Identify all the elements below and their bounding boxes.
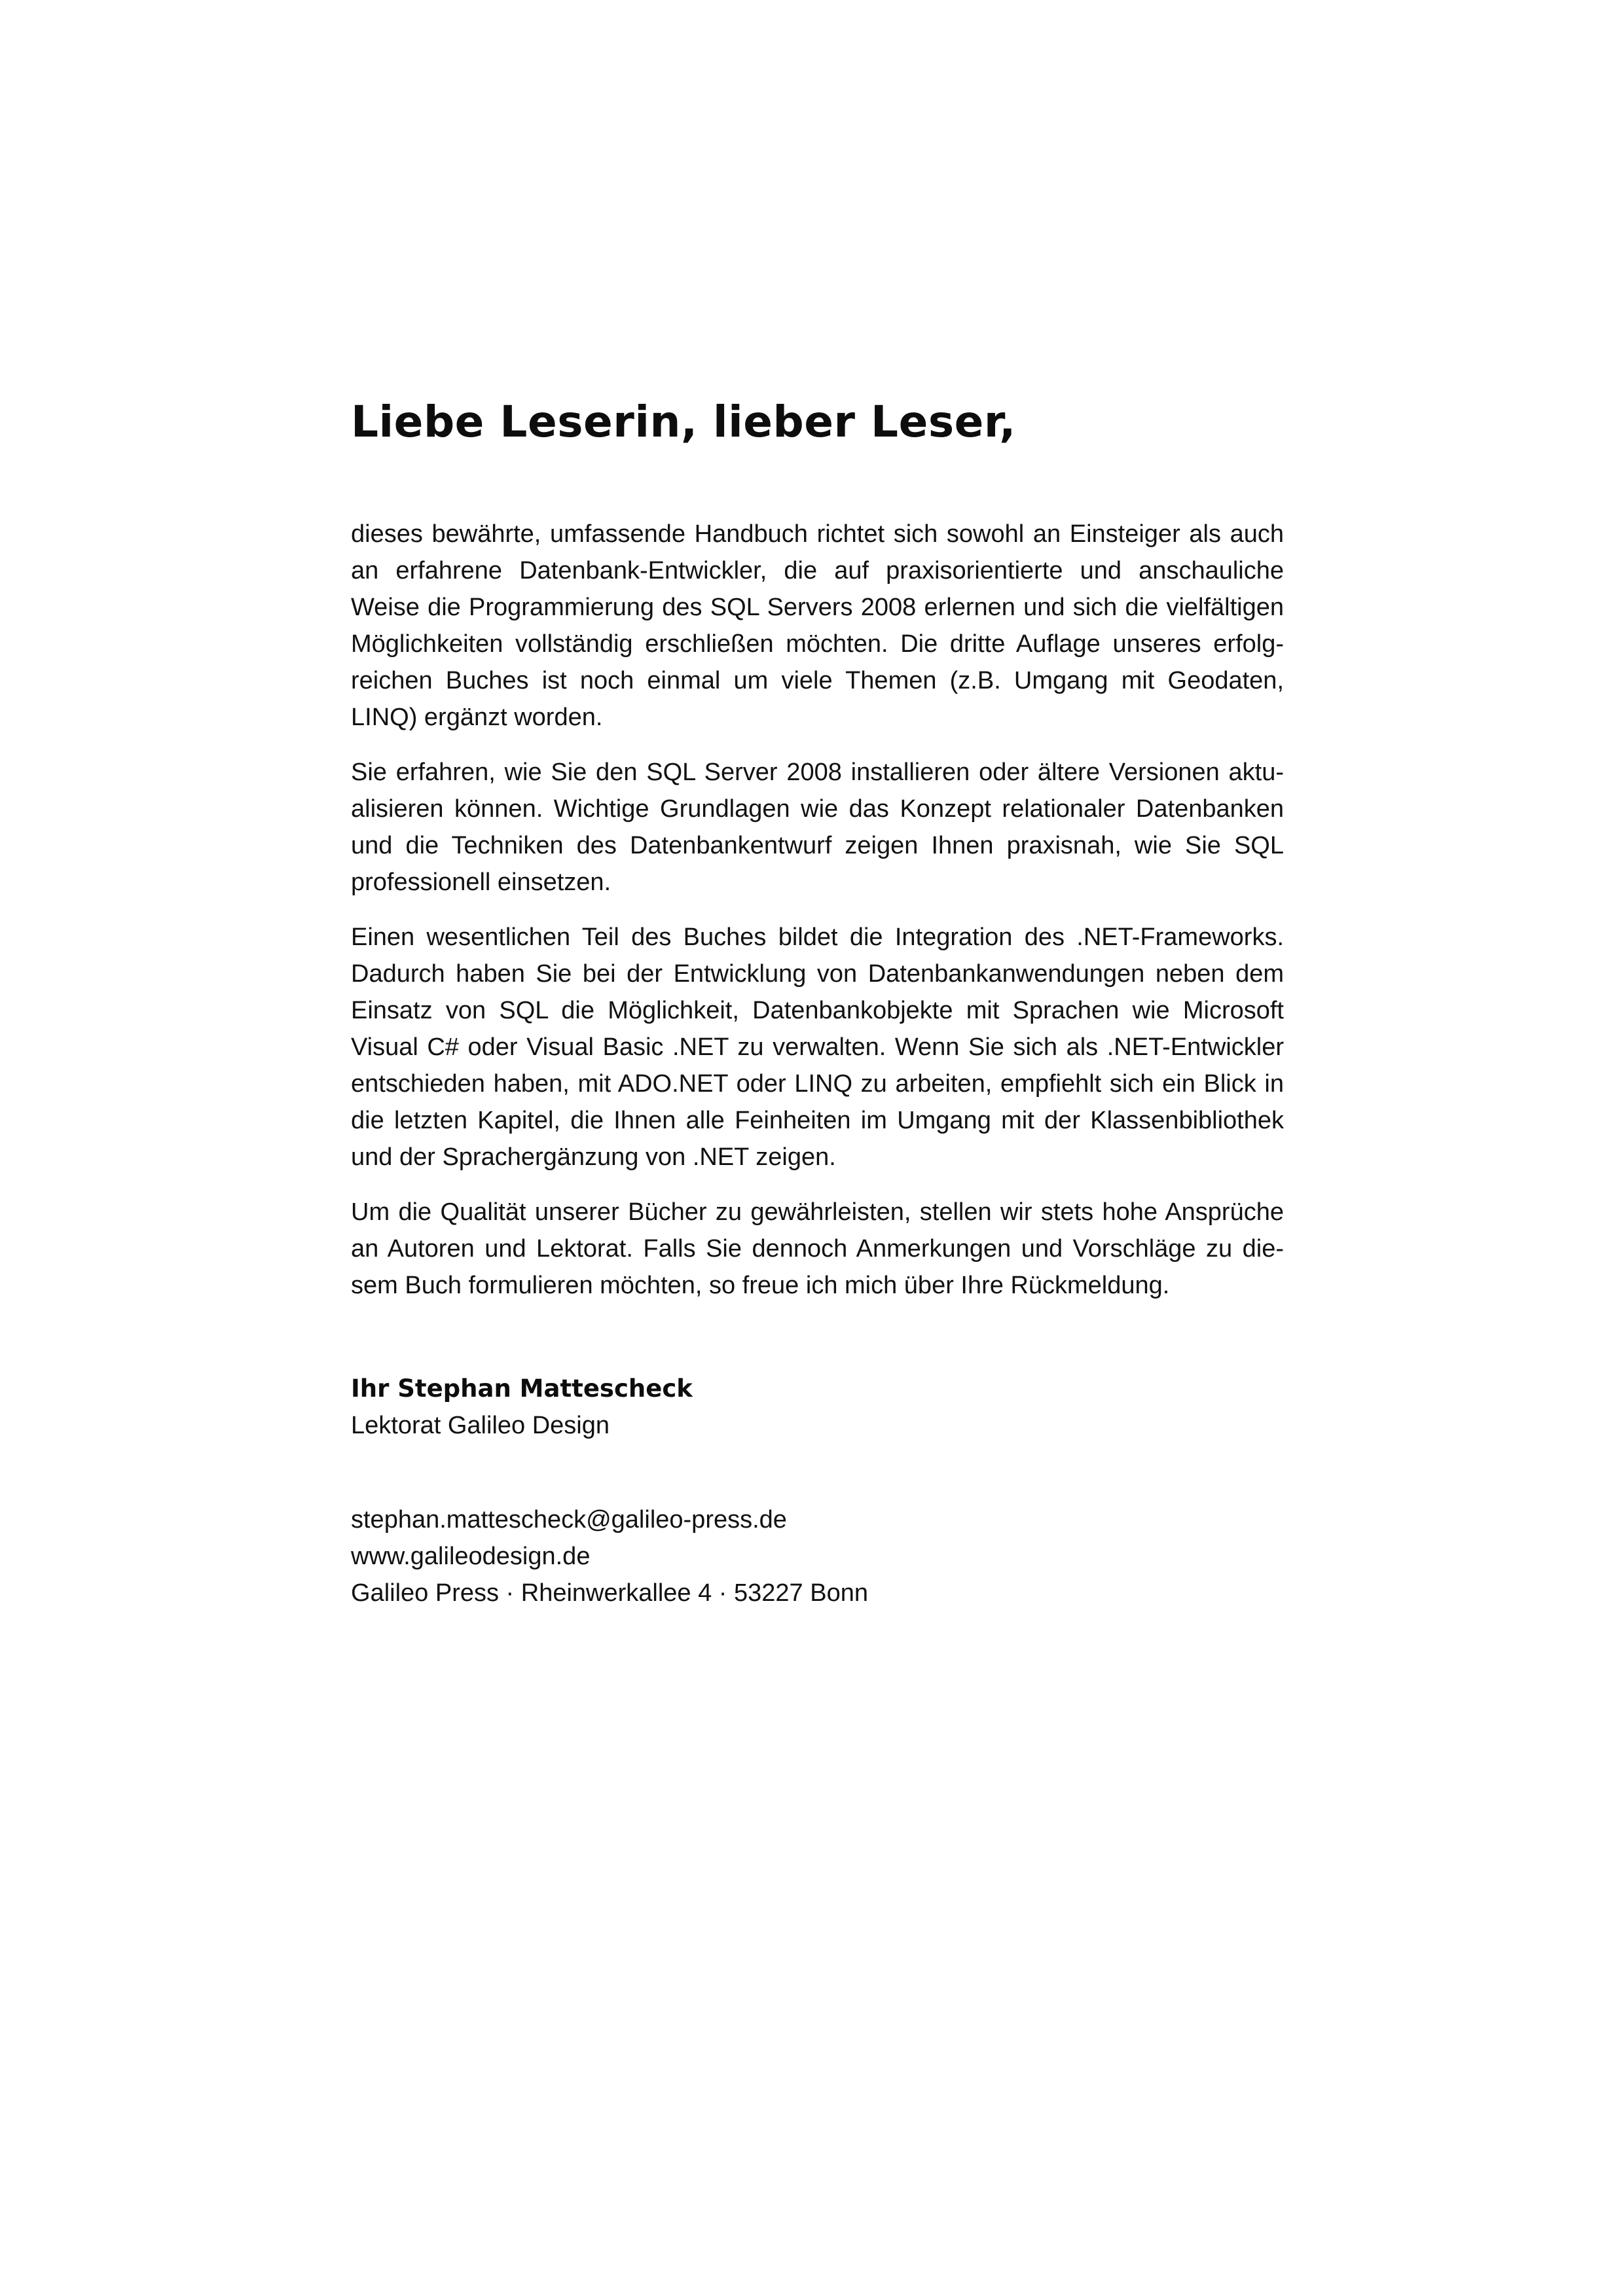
paragraph-intro: dieses bewährte, umfassende Handbuch richtet sich sowohl an Einsteiger als auch an erfahrene Datenbank-Entwickler, die auf praxisorientierte und anschauliche Weise die Programmierung des SQL Servers 2008 erlernen und sich die vielfältigen Möglichkeiten vollständig erschließen möchten. Die dritte Auflage unseres erfolgreichen Buches ist noch einmal um viele Themen (z.B. Umgang mit Geodaten, LINQ) ergänzt worden. [351,520,1284,731]
paragraph-dotnet: Einen wesentlichen Teil des Buches bildet die Integration des .NET-Frameworks. Dadurch haben Sie bei der Entwicklung von Datenbankanwendungen neben dem Einsatz von SQL die Möglichkeit, Datenbankobjekte mit Sprachen wie Microsoft Visual C# oder Visual Basic .NET zu verwalten. Wenn Sie sich als .NET-Entwickler entschieden haben, mit ADO.NET oder LINQ zu arbeiten, empfiehlt sich ein Blick in die letzten Kapitel, die Ihnen alle Feinheiten im Umgang mit der Klassenbibliothek und der Sprachergänzung von .NET zeigen. [351,924,1284,1171]
paragraph-feedback: Um die Qualität unserer Bücher zu gewährleisten, stellen wir stets hohe Ansprüche an Autoren und Lektorat. Falls Sie dennoch Anmerkungen und Vorschläge zu diesem Buch formulieren möchten, so freue ich mich über Ihre Rückmeldung. [351,1198,1284,1299]
contact-block [351,1501,1284,1611]
contact-email: stephan.mattescheck@galileo-press.de [351,1506,787,1534]
signature-name: Ihr Stephan Mattescheck [351,1374,693,1403]
letter-body [351,393,1284,1611]
signature-department: Lektorat Galileo Design [351,1412,610,1439]
paragraph-installation: Sie erfahren, wie Sie den SQL Server 2008 installieren oder ältere Versionen aktualisieren können. Wichtige Grundlagen wie das Konzept relationaler Datenbanken und die Techniken des Datenbankentwurf zeigen Ihnen praxisnah, wie Sie SQL professionell einsetzen. [351,759,1284,896]
signature-block [351,1371,1284,1444]
contact-website: www.galileodesign.de [351,1543,591,1570]
contact-address: Galileo Press · Rheinwerkallee 4 · 53227 Bonn [351,1579,868,1607]
letter-title: Liebe Leserin, lieber Leser, [351,397,1016,447]
